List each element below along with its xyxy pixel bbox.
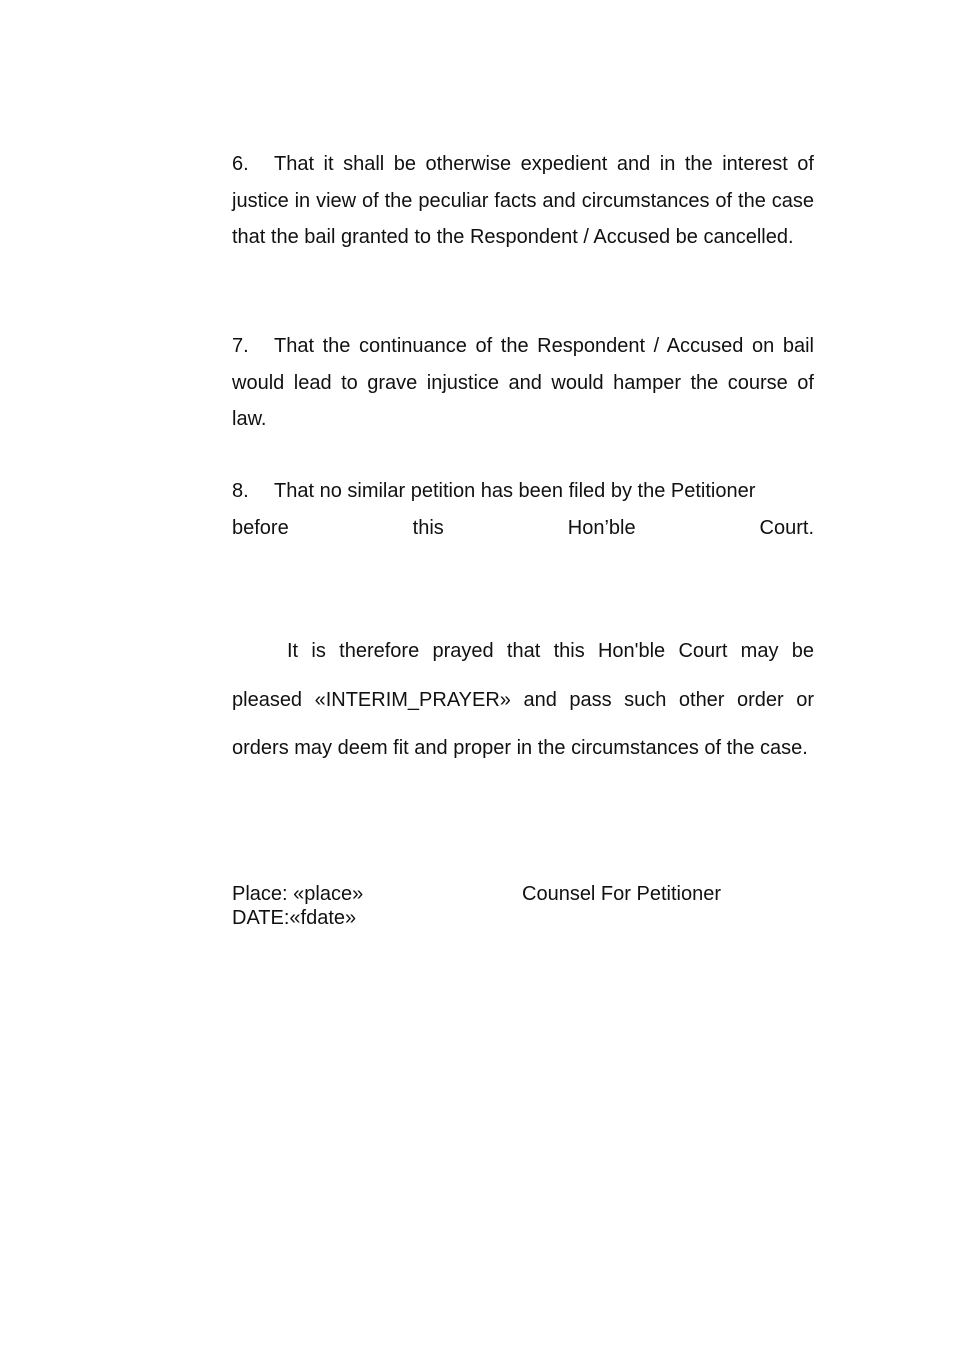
paragraph-number: 6. bbox=[232, 153, 249, 175]
paragraph-7 bbox=[232, 328, 814, 438]
word: before bbox=[232, 516, 289, 539]
paragraph-text: That no similar petition has been filed by the Petitioner bbox=[274, 480, 756, 502]
word: this bbox=[412, 516, 444, 539]
paragraph-text: That it shall be otherwise expedient and in the interest of justice in view of the peculiar facts and circumstances of the case that the bail granted to the Respondent / Accused be cancelled. bbox=[232, 153, 814, 248]
paragraph-number: 8. bbox=[232, 480, 249, 502]
paragraph-last-line bbox=[232, 510, 814, 547]
place-line: Place: «place» bbox=[232, 883, 364, 905]
place-date-block bbox=[232, 882, 363, 930]
prayer-paragraph: It is therefore prayed that this Hon'ble Court may be pleased «INTERIM_PRAYER» and pass such other order or orders may deem fit and proper in the circumstances of the case. bbox=[232, 640, 814, 759]
date-line: DATE:«fdate» bbox=[232, 907, 357, 929]
paragraph-8 bbox=[232, 473, 814, 546]
paragraph-6 bbox=[232, 146, 814, 256]
paragraph-number: 7. bbox=[232, 335, 249, 357]
word: Hon’ble bbox=[567, 516, 636, 539]
paragraph-text: That the continuance of the Respondent / Accused on bail would lead to grave injustice and would hamper the course of law. bbox=[232, 335, 814, 430]
word: Court. bbox=[759, 516, 814, 539]
paragraph-line bbox=[232, 473, 814, 510]
counsel-signature: Counsel For Petitioner bbox=[522, 883, 721, 905]
